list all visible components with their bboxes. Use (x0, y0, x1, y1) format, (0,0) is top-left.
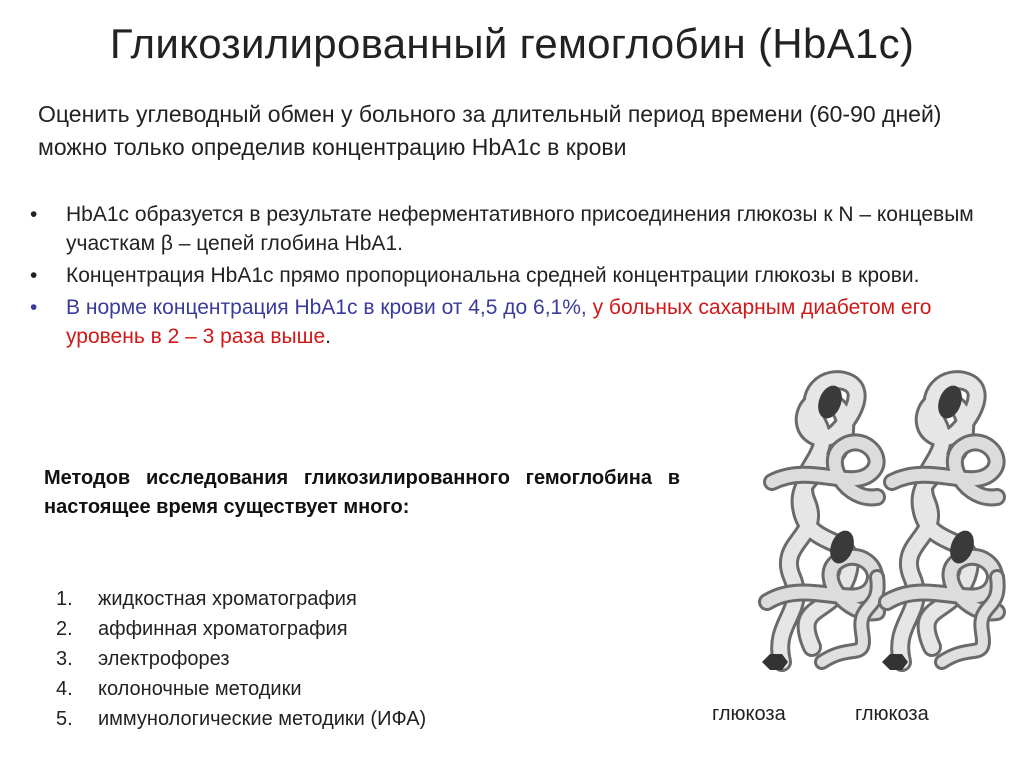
bullet-list (30, 200, 980, 354)
bullet-text-3-end: . (325, 325, 332, 348)
bullet-text-2: Концентрация HbA1c прямо пропорциональна средней концентрации глюкозы в крови. (66, 264, 920, 287)
globin-chain-left (767, 380, 878, 662)
method-text: электрофорез (98, 648, 230, 670)
bullet-text-3-norm: В норме концентрация HbA1c в крови от 4,5 до 6,1%, (66, 296, 587, 319)
method-text: колоночные методики (98, 678, 302, 700)
bullet-item-1 (30, 200, 980, 258)
bullet-item-2 (30, 261, 980, 290)
intro-paragraph: Оценить углеводный обмен у больного за длительный период времени (60-90 дней) можно только определив концентрацию HbA1c в крови (38, 101, 942, 160)
method-number: 2. (56, 618, 73, 640)
bullet-marker: • (30, 264, 38, 287)
method-number: 3. (56, 648, 73, 670)
bullet-text-1: HbA1c образуется в результате неферментативного присоединения глюкозы к N – концевым участкам β – цепей глобина HbA1. (66, 203, 974, 255)
globin-chain-right (887, 380, 998, 662)
bullet-item-3 (30, 293, 980, 351)
method-item (56, 614, 426, 644)
method-item (56, 584, 426, 614)
slide-title: Гликозилированный гемоглобин (HbA1c) (109, 20, 915, 67)
method-item (56, 644, 426, 674)
method-number: 5. (56, 708, 73, 730)
method-text: иммунологические методики (ИФА) (98, 708, 427, 730)
methods-list (56, 584, 426, 734)
method-item (56, 674, 426, 704)
glucose-label-left: глюкоза (712, 703, 786, 725)
method-item (56, 704, 426, 734)
hemoglobin-chain-illustration (752, 362, 1012, 692)
method-number: 1. (56, 588, 73, 610)
method-text: аффинная хроматография (98, 618, 348, 640)
bullet-marker: • (30, 296, 38, 319)
method-text: жидкостная хроматография (98, 588, 357, 610)
bullet-marker: • (30, 203, 38, 226)
method-number: 4. (56, 678, 73, 700)
methods-intro: Методов исследования гликозилированного гемоглобина в настоящее время существует много: (44, 467, 680, 518)
bullet-text-3-diabetes: у больных сахарным диабетом его уровень в 2 – 3 раза выше (66, 296, 932, 348)
glucose-label-right: глюкоза (855, 703, 929, 725)
